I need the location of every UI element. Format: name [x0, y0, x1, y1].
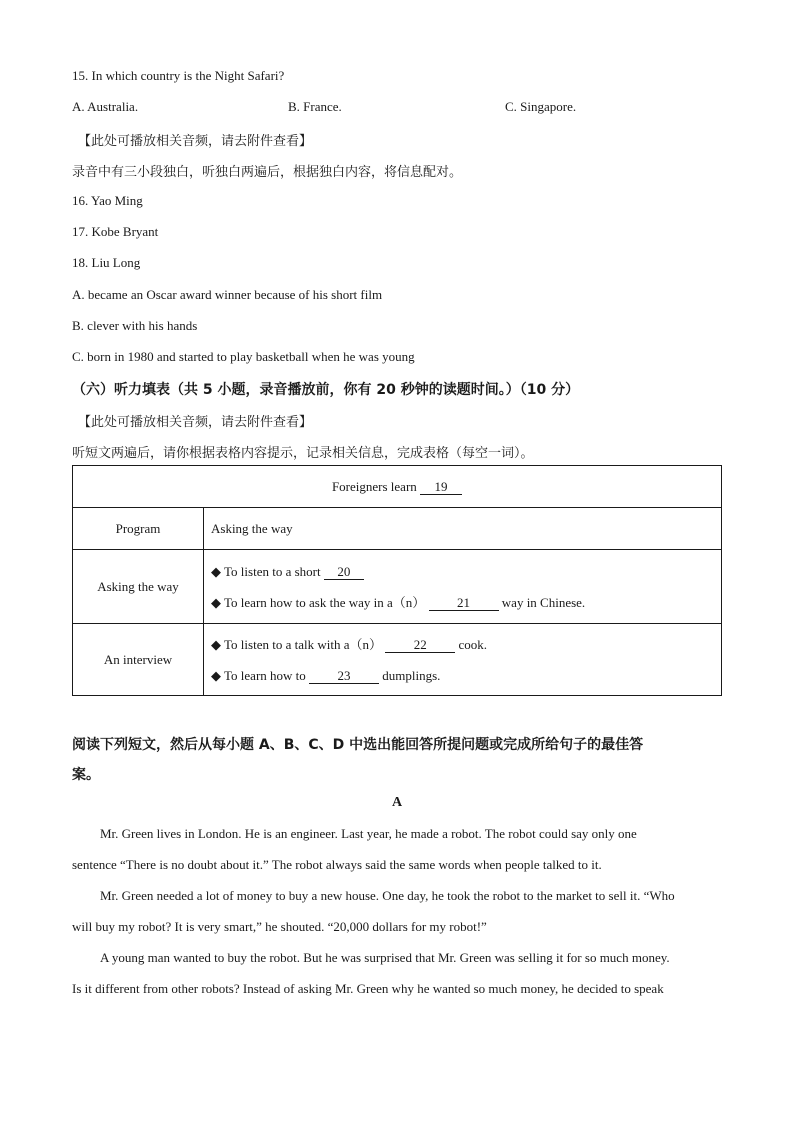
passage-p1-line2: sentence “There is no doubt about it.” The robot always said the same words when people talked to it. — [72, 857, 602, 872]
blank-21[interactable]: 21 — [429, 596, 499, 611]
table-header-cell — [73, 466, 722, 508]
question-15: 15. In which country is the Night Safari? — [72, 68, 285, 83]
audio-note: 【此处可播放相关音频，请去附件查看】 — [78, 134, 313, 149]
bullet-text: way in Chinese. — [498, 594, 586, 610]
q15-option-a: A. Australia. — [72, 99, 139, 114]
program-label: Program — [73, 508, 204, 550]
bullet-text: ◆ To listen to a short — [211, 563, 324, 579]
reading-instruction-line1: 阅读下列短文，然后从每小题 A、B、C、D 中选出能回答所提问题或完成所给句子的最佳答 — [72, 737, 644, 753]
passage-p3-line1: A young man wanted to buy the robot. But he was surprised that Mr. Green was selling it for so much money. — [100, 950, 670, 965]
table-row-interview — [73, 624, 722, 696]
audio-note: 【此处可播放相关音频，请去附件查看】 — [78, 415, 313, 430]
bullet-text: dumplings. — [379, 667, 441, 683]
asking-way-details — [204, 550, 722, 624]
match-option-b: B. clever with his hands — [72, 318, 198, 333]
match-item-17: 17. Kobe Bryant — [72, 224, 159, 239]
table-row-asking — [73, 550, 722, 624]
fill-in-table — [72, 465, 722, 696]
passage-p2-line1: Mr. Green needed a lot of money to buy a new house. One day, he took the robot to the market to sell it. “Who — [100, 888, 675, 903]
table-header-row — [73, 466, 722, 508]
passage-p2-line2: will buy my robot? It is very smart,” he shouted. “20,000 dollars for my robot!” — [72, 919, 487, 934]
interview-label: An interview — [73, 624, 204, 696]
bullet-line — [211, 556, 714, 587]
bullet-text: cook. — [455, 636, 487, 652]
bullet-text: ◆ To listen to a talk with a（n） — [211, 636, 386, 652]
table-row-program — [73, 508, 722, 550]
passage-label: A — [391, 795, 403, 810]
table-instruction: 听短文两遍后，请你根据表格内容提示，记录相关信息，完成表格（每空一词）。 — [72, 446, 534, 461]
match-option-a: A. became an Oscar award winner because of his short film — [72, 287, 383, 302]
interview-details — [204, 624, 722, 696]
match-item-16: 16. Yao Ming — [72, 193, 143, 208]
blank-19[interactable]: 19 — [420, 480, 462, 495]
match-option-c: C. born in 1980 and started to play basketball when he was young — [72, 349, 415, 364]
match-instruction: 录音中有三小段独白，听独白两遍后，根据独白内容，将信息配对。 — [72, 165, 463, 180]
passage-p1-line1: Mr. Green lives in London. He is an engineer. Last year, he made a robot. The robot could say only one — [100, 826, 637, 841]
blank-23[interactable]: 23 — [309, 669, 379, 684]
asking-way-label: Asking the way — [73, 550, 204, 624]
program-value: Asking the way — [204, 508, 722, 550]
blank-22[interactable]: 22 — [385, 638, 455, 653]
reading-instruction-line2: 案。 — [72, 767, 100, 783]
q15-option-c: C. Singapore. — [505, 99, 577, 114]
q15-option-b: B. France. — [288, 99, 342, 114]
blank-20[interactable]: 20 — [324, 565, 364, 580]
match-item-18: 18. Liu Long — [72, 255, 141, 270]
bullet-line — [211, 629, 714, 660]
header-text: Foreigners learn — [331, 478, 421, 494]
bullet-line — [211, 587, 714, 618]
bullet-text: ◆ To learn how to — [211, 667, 310, 683]
section-6-title: （六）听力填表（共 5 小题，录音播放前，你有 20 秒钟的读题时间。）（10 分） — [72, 382, 580, 398]
bullet-line — [211, 660, 714, 691]
passage-p3-line2: Is it different from other robots? Instead of asking Mr. Green why he wanted so much money, he decided to speak — [72, 981, 664, 996]
bullet-text: ◆ To learn how to ask the way in a（n） — [211, 594, 429, 610]
